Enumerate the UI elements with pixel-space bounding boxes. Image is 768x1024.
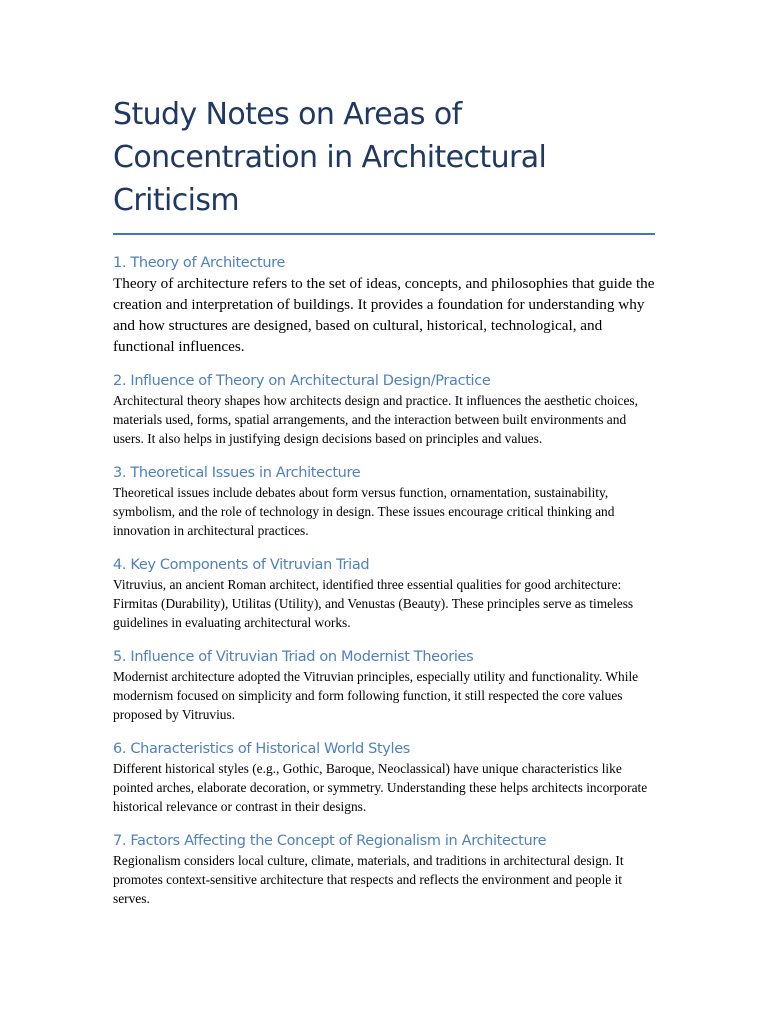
- section-heading: 4. Key Components of Vitruvian Triad: [113, 557, 370, 573]
- document-page: [113, 93, 658, 908]
- section-body: Theory of architecture refers to the set of ideas, concepts, and philosophies that guide the creation and interpretation of buildings. It provides a foundation for understanding why and how structures are designed, based on cultural, historical, technological, and functional influences.: [113, 275, 655, 355]
- section-theory-of-architecture: [113, 253, 658, 357]
- section-heading: 6. Characteristics of Historical World Styles: [113, 741, 410, 757]
- section-heading: 5. Influence of Vitruvian Triad on Modernist Theories: [113, 649, 474, 665]
- section-body: Architectural theory shapes how architects design and practice. It influences the aesthetic choices, materials used, forms, spatial arrangements, and the interaction between built environments and users. It also helps in justifying design decisions based on principles and values.: [113, 393, 638, 446]
- section-body: Regionalism considers local culture, climate, materials, and traditions in architectural design. It promotes context-sensitive architecture that respects and reflects the environment and people it serves.: [113, 853, 624, 906]
- section-heading: 3. Theoretical Issues in Architecture: [113, 465, 361, 481]
- section-historical-world-styles: [113, 739, 658, 816]
- section-vitruvian-triad: [113, 555, 658, 632]
- section-body: Different historical styles (e.g., Gothic, Baroque, Neoclassical) have unique characteristics like pointed arches, elaborate decoration, or symmetry. Understanding these helps architects incorporate historical relevance or contrast in their designs.: [113, 761, 648, 814]
- section-body: Theoretical issues include debates about form versus function, ornamentation, sustainability, symbolism, and the role of technology in design. These issues encourage critical thinking and innovation in architectural practices.: [113, 485, 615, 538]
- section-theoretical-issues: [113, 463, 658, 540]
- document-title: Study Notes on Areas of Concentration in Architectural Criticism: [113, 97, 547, 218]
- section-heading: 1. Theory of Architecture: [113, 255, 286, 271]
- section-heading: 2. Influence of Theory on Architectural Design/Practice: [113, 373, 491, 389]
- section-influence-of-theory: [113, 371, 658, 448]
- section-body: Modernist architecture adopted the Vitruvian principles, especially utility and functionality. While modernism focused on simplicity and form following function, it still respected the core values proposed by Vitruvius.: [113, 669, 639, 722]
- section-regionalism: [113, 831, 658, 908]
- section-heading: 7. Factors Affecting the Concept of Regionalism in Architecture: [113, 833, 547, 849]
- title-divider: [113, 233, 655, 235]
- section-vitruvian-modernist: [113, 647, 658, 724]
- section-body: Vitruvius, an ancient Roman architect, identified three essential qualities for good architecture: Firmitas (Durability), Utilitas (Utility), and Venustas (Beauty). These principles serve as timeless guidelines in evaluating architectural works.: [113, 577, 634, 630]
